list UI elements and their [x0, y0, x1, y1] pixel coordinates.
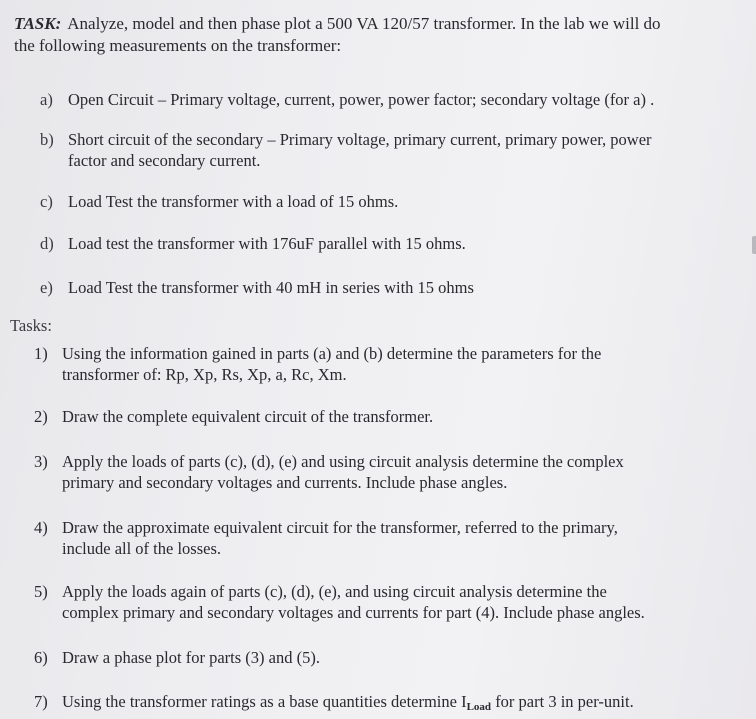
load-subscript: Load [466, 701, 492, 713]
task-number: 4) [34, 518, 48, 537]
task-7 [34, 692, 634, 717]
task-3 [34, 452, 624, 472]
task-number: 7) [34, 692, 48, 711]
task-2 [34, 407, 433, 427]
task-4-cont: include all of the losses. [62, 539, 222, 558]
task-number: 1) [34, 344, 48, 363]
task-5 [34, 582, 607, 602]
task-1-cont: transformer of: Rp, Xp, Rs, Xp, a, Rc, Xm. [62, 365, 347, 384]
intro-text-1: Analyze, model and then phase plot a 500 VA 120/57 transformer. In the lab we will do [67, 14, 661, 33]
task-number: 3) [34, 452, 48, 471]
measurement-text: Load Test the transformer with 40 mH in series with 15 ohms [68, 278, 474, 297]
measurement-text: Open Circuit – Primary voltage, current, power, power factor; secondary voltage (for a) . [68, 90, 655, 109]
task-number: 5) [34, 582, 48, 601]
task-label: TASK: [14, 14, 62, 33]
task-1 [34, 344, 601, 364]
task-text: Draw a phase plot for parts (3) and (5). [62, 648, 320, 667]
task-5-cont: complex primary and secondary voltages and currents for part (4). Include phase angles. [62, 603, 645, 622]
task-number: 6) [34, 648, 48, 667]
measurement-b [40, 130, 652, 150]
measurement-d [40, 234, 466, 254]
intro-line-1 [14, 14, 661, 34]
measurement-text: Load test the transformer with 176uF parallel with 15 ohms. [68, 234, 466, 253]
task-6 [34, 648, 320, 668]
task-4 [34, 518, 618, 538]
measurement-c [40, 192, 398, 212]
paper-edge-mark [752, 236, 756, 254]
task-3-cont: primary and secondary voltages and currents. Include phase angles. [62, 473, 508, 492]
measurement-a [40, 90, 654, 110]
measurement-b-cont: factor and secondary current. [68, 151, 261, 170]
measurement-label: e) [40, 278, 53, 297]
task-text: Using the transformer ratings as a base quantities determine I [62, 692, 467, 711]
task-text: Draw the complete equivalent circuit of the transformer. [62, 407, 434, 426]
tasks-heading: Tasks: [10, 316, 52, 335]
measurement-label: d) [40, 234, 54, 253]
measurement-label: a) [40, 90, 53, 109]
measurement-label: c) [40, 192, 53, 211]
intro-line-2: the following measurements on the transformer: [14, 36, 342, 55]
task-text: Apply the loads again of parts (c), (d), (e), and using circuit analysis determine the [62, 582, 607, 601]
task-number: 2) [34, 407, 48, 426]
measurement-label: b) [40, 130, 54, 149]
task-text: Using the information gained in parts (a) and (b) determine the parameters for the [62, 344, 602, 363]
task-text: Draw the approximate equivalent circuit for the transformer, referred to the primary, [62, 518, 618, 537]
measurement-text: Load Test the transformer with a load of 15 ohms. [68, 192, 399, 211]
measurement-text: Short circuit of the secondary – Primary voltage, primary current, primary power, power [68, 130, 652, 149]
task-text-post: for part 3 in per-unit. [491, 692, 634, 711]
measurement-e [40, 278, 474, 298]
task-text: Apply the loads of parts (c), (d), (e) and using circuit analysis determine the complex [62, 452, 624, 471]
